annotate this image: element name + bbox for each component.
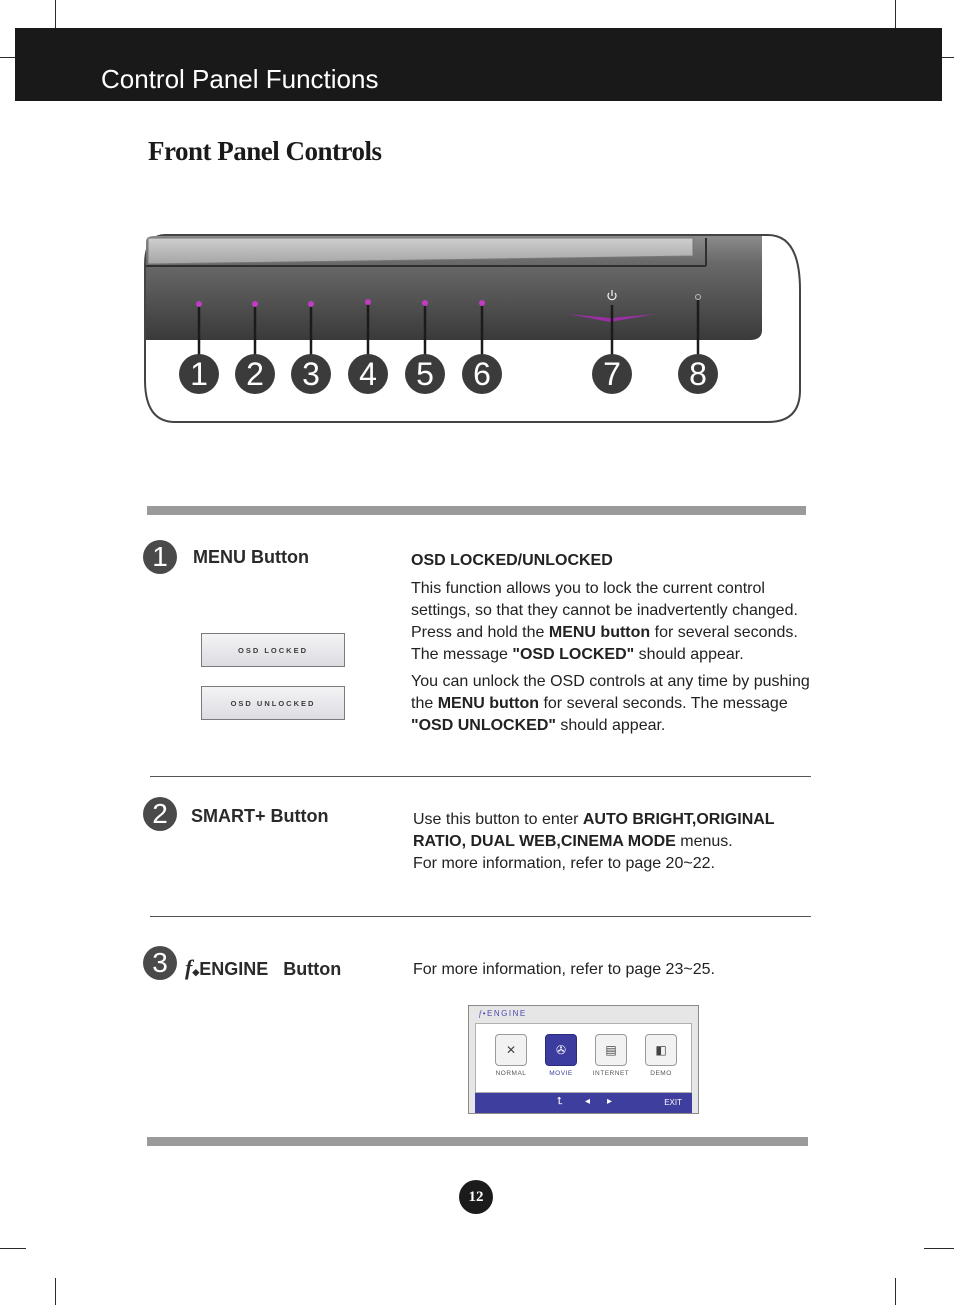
- menu-button-title: MENU Button: [193, 547, 309, 567]
- smart-button-title: SMART+ Button: [191, 806, 329, 826]
- button-number-7: 7: [603, 356, 621, 392]
- fengine-panel-title: f•ENGINE: [479, 1009, 527, 1018]
- button-number-8: 8: [689, 356, 707, 392]
- page-title: Control Panel Functions: [101, 64, 379, 94]
- normal-icon: ✕: [495, 1034, 527, 1066]
- fengine-panel-footer: [475, 1093, 692, 1113]
- section-divider-top: [147, 506, 806, 515]
- fengine-button-title: f◆ENGINE Button: [185, 955, 342, 980]
- demo-icon: ◧: [645, 1034, 677, 1066]
- crop-mark: [942, 57, 954, 58]
- exit-button[interactable]: EXIT: [664, 1098, 682, 1107]
- section-divider-bottom: [147, 1137, 808, 1146]
- right-arrow-icon[interactable]: ▸: [607, 1096, 613, 1107]
- button-number-2: 2: [246, 356, 264, 392]
- enter-icon[interactable]: ⮤: [557, 1096, 563, 1107]
- fengine-button-label: ENGINE Button: [199, 959, 342, 979]
- front-panel-illustration: [140, 230, 810, 430]
- mode-internet[interactable]: ▤ INTERNET: [588, 1034, 634, 1077]
- menu-description-1: This function allows you to lock the current control settings, so that they cannot be inadvertently changed. Press and hold the MENU button for several seconds. The message "OSD LOCKED" should appear.: [411, 580, 798, 663]
- button-number-3: 3: [302, 356, 320, 392]
- osd-unlocked-message: OSD UNLOCKED: [201, 686, 345, 720]
- crop-mark: [55, 0, 56, 28]
- mode-demo[interactable]: ◧ DEMO: [638, 1034, 684, 1077]
- left-arrow-icon[interactable]: ◂: [585, 1096, 591, 1107]
- item-divider: [150, 776, 811, 777]
- fengine-osd-panel: [468, 1005, 699, 1114]
- crop-mark: [895, 1278, 896, 1305]
- fengine-mode-list: [475, 1023, 692, 1093]
- movie-icon: ✇: [545, 1034, 577, 1066]
- crop-mark: [0, 57, 15, 58]
- mode-normal[interactable]: ✕ NORMAL: [488, 1034, 534, 1077]
- mode-movie[interactable]: ✇ MOVIE: [538, 1034, 584, 1077]
- fengine-page-reference: For more information, refer to page 23~25.: [413, 961, 715, 978]
- button-number-1: 1: [190, 356, 208, 392]
- crop-mark: [0, 1248, 26, 1249]
- button-number-5: 5: [416, 356, 434, 392]
- internet-icon: ▤: [595, 1034, 627, 1066]
- button-number-6: 6: [473, 356, 491, 392]
- button-number-4: 4: [359, 356, 377, 392]
- osd-lock-subtitle: OSD LOCKED/UNLOCKED: [411, 552, 613, 569]
- item-number-2: 2: [143, 797, 177, 831]
- osd-locked-message: OSD LOCKED: [201, 633, 345, 667]
- crop-mark: [55, 1278, 56, 1305]
- crop-mark: [924, 1248, 954, 1249]
- menu-description-2: You can unlock the OSD controls at any time by pushing the MENU button for several seconds. The message "OSD UNLOCKED" should appear.: [411, 673, 810, 734]
- smart-description: Use this button to enter AUTO BRIGHT,ORIGINAL RATIO, DUAL WEB,CINEMA MODE menus.: [413, 811, 775, 850]
- item-number-3: 3: [143, 946, 177, 980]
- smart-page-reference: For more information, refer to page 20~22.: [413, 855, 715, 872]
- front-panel-diagram: [140, 230, 810, 430]
- crop-mark: [895, 0, 896, 28]
- item-divider: [150, 916, 811, 917]
- f-engine-logo-icon: f: [185, 955, 193, 980]
- section-heading: Front Panel Controls: [148, 136, 382, 166]
- page-number: 12: [459, 1180, 493, 1214]
- item-number-1: 1: [143, 540, 177, 574]
